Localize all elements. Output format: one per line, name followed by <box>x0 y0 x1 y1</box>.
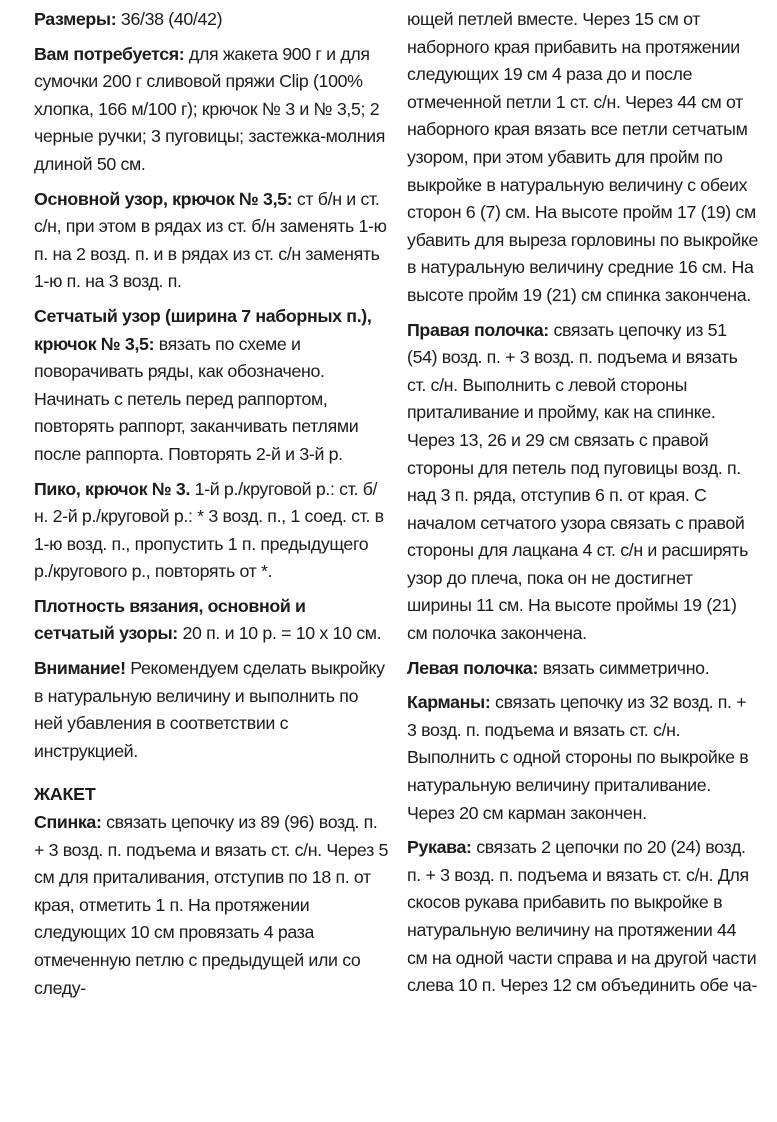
paragraph-text: 36/38 (40/42) <box>116 9 223 29</box>
paragraph-text: Рекомендуем сделать выкройку в натуральную величину и выполнить по ней убавления в соответствии с инструкцией. <box>34 658 385 761</box>
paragraph-text: ющей петлей вместе. Через 15 см от наборного края прибавить на протяжении следующих 19 см 4 раза до и после отмеченной петли 1 ст. с/н. Через 44 см от наборного края вязать все петли сетчатым узором, при этом убавить для пройм по выкройке в натуральную величину с обеих сторон 6 (7) см. На высоте пройм 17 (19) см убавить для выреза горловины по выкройке в натуральную величину средние 16 см. На высоте пройм 19 (21) см спинка закончена. <box>407 9 759 305</box>
paragraph-text: связать 2 цепочки по 20 (24) возд. п. + 3 возд. п. подъема и вязать ст. с/н. Для скосов рукава прибавить по выкройке в натуральную величину на протяжении 44 см на одной части справа и на другой части слева 10 п. Через 12 см объединить обе ча- <box>407 837 758 996</box>
paragraph-left-front <box>407 655 759 683</box>
paragraph-pockets <box>407 689 759 827</box>
paragraph-sleeves <box>407 834 759 1000</box>
paragraph-lead: Правая полочка: <box>407 319 549 340</box>
paragraph-main-pattern <box>34 186 390 296</box>
paragraph-lead: Вам потребуется: <box>34 43 185 64</box>
paragraph-lead: Спинка: <box>34 812 102 833</box>
paragraph-text: связать цепочку из 89 (96) возд. п. + 3 возд. п. подъема и вязать ст. с/н. Через 5 см для приталивания, отступив по 18 п. от края, отметить 1 п. На протяжении следующих 10 см провязать 4 раза отмеченную петлю с предыдущей или со следу- <box>34 812 389 998</box>
paragraph-text: 1-й р./круговой р.: ст. б/н. 2-й р./круговой р.: * 3 возд. п., 1 соед. ст. в 1-ю возд. п., пропустить 1 п. предыдущего р./кругового р., повторять от *. <box>34 478 384 582</box>
paragraph-attention <box>34 655 390 765</box>
paragraph-text: 20 п. и 10 р. = 10 х 10 см. <box>177 623 382 644</box>
paragraph-right-front <box>407 317 759 648</box>
paragraph-lead: Рукава: <box>407 837 472 858</box>
paragraph-sizes <box>34 6 390 34</box>
paragraph-lead: Плотность вязания, основной и сетчатый узоры: <box>34 595 306 644</box>
paragraph-text: ст б/н и ст. с/н, при этом в рядах из ст. б/н заменять 1-ю п. на 2 возд. п. и в рядах из ст. с/н заменять 1-ю п. на 3 возд. п. <box>34 188 387 292</box>
paragraph-lead: Размеры: <box>34 9 117 29</box>
right-column <box>407 6 759 1007</box>
paragraph-text: связать цепочку из 51 (54) возд. п. + 3 возд. п. подъема и вязать ст. с/н. Выполнить с левой стороны приталивание и пройму, как на спинке. Через 13, 26 и 29 см связать с правой стороны для петель под пуговицы возд. п. над 3 п. ряда, отступив 6 п. от края. С началом сетчатого узора связать с правой стороны для лацкана 4 ст. с/н и расширять узор до плеча, пока он не достигнет ширины 11 см. На высоте проймы 19 (21) см полочка закончена. <box>407 319 748 644</box>
section-title-jacket: ЖАКЕТ <box>34 784 96 805</box>
paragraph-materials <box>34 41 390 179</box>
paragraph-lead: Пико, крючок № 3. <box>34 478 191 499</box>
paragraph-lead: Левая полочка: <box>407 657 539 678</box>
paragraph-picot <box>34 476 390 586</box>
paragraph-mesh-pattern <box>34 303 390 469</box>
paragraph-lead: Сетчатый узор (ширина 7 наборных п.), крючок № 3,5: <box>34 305 372 354</box>
paragraph-text: для жакета 900 г и для сумочки 200 г сливовой пряжи Clip (100% хлопка, 166 м/100 г); крючок № 3 и № 3,5; 2 черные ручки; 3 пуговицы; застежка-молния длиной 50 см. <box>34 43 386 174</box>
paragraph-back <box>34 809 390 1002</box>
paragraph-text: вязать симметрично. <box>538 657 710 678</box>
paragraph-lead: Основной узор, крючок № 3,5: <box>34 188 293 209</box>
paragraph-lead: Внимание! <box>34 658 126 679</box>
paragraph-text: вязать по схеме и поворачивать ряды, как обозначено. Начинать с петель перед раппортом, повторять раппорт, заканчивать петлями после раппорта. Повторять 2-й и 3-й р. <box>34 333 359 464</box>
paragraph-gauge <box>34 593 390 648</box>
paragraph-lead: Карманы: <box>407 692 491 713</box>
paragraph-text: связать цепочку из 32 возд. п. + 3 возд. п. подъема и вязать ст. с/н. Выполнить с одной стороны по выкройке в натуральную величину приталивание. Через 20 см карман закончен. <box>407 692 749 823</box>
paragraph-back-continued <box>407 6 759 310</box>
left-column <box>34 6 390 1009</box>
